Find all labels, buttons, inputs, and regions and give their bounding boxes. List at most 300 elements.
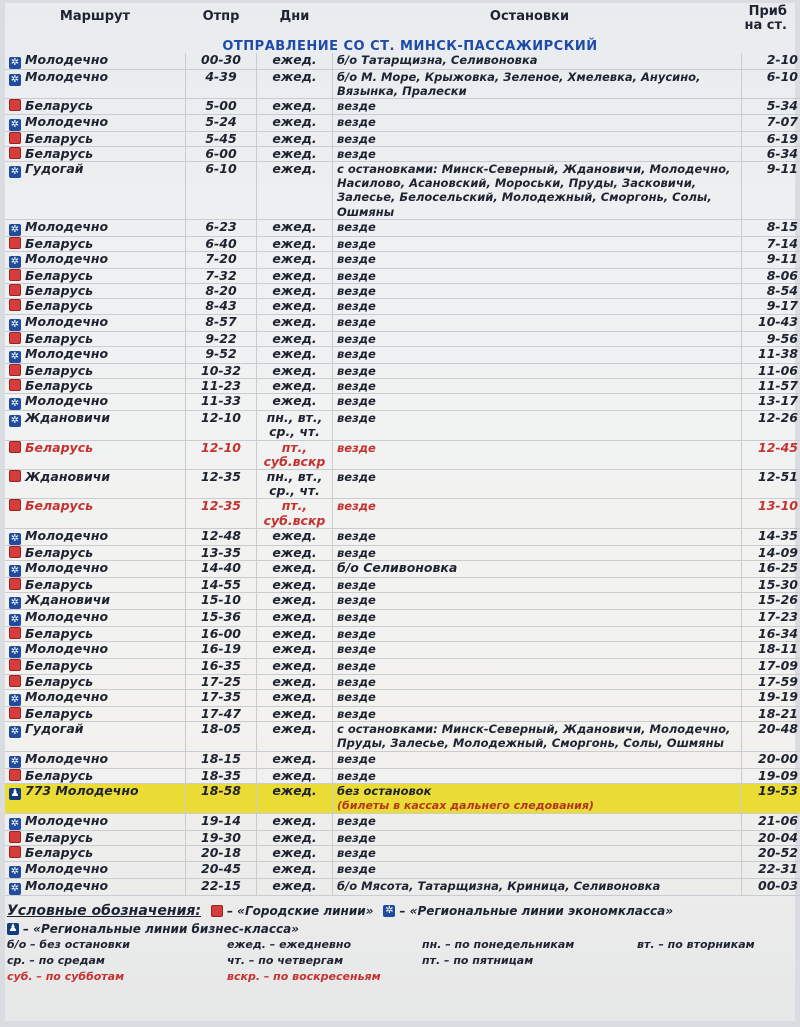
stops-text: везде <box>337 470 376 484</box>
route-name: Беларусь <box>25 269 93 284</box>
route-cell <box>5 593 186 610</box>
stops-cell <box>333 299 742 314</box>
abbreviation: ср. – по средам <box>7 954 227 970</box>
stops-text: везде <box>337 578 376 592</box>
stops-cell <box>333 440 742 469</box>
header-route: Маршрут <box>5 3 185 24</box>
city-line-icon <box>9 578 21 590</box>
regional-line-icon: ✲ <box>383 905 395 917</box>
stops-text: везде <box>337 769 376 783</box>
stops-text: везде <box>337 299 376 313</box>
route-name: Беларусь <box>25 131 93 146</box>
legend <box>5 896 795 986</box>
stops-cell <box>333 528 742 545</box>
regional-line-icon: ✲ <box>9 166 21 178</box>
city-line-icon <box>9 364 21 376</box>
days-cell: ежед. <box>257 53 333 70</box>
route-cell <box>5 299 186 314</box>
route-cell <box>5 314 186 331</box>
stops-text: везде <box>337 752 376 766</box>
arrival-time: 7-14 <box>742 236 800 251</box>
table-row <box>5 814 800 831</box>
stops-cell <box>333 146 742 161</box>
days-cell: ежед. <box>257 846 333 861</box>
departure-time: 19-30 <box>186 831 257 846</box>
stops-text: везде <box>337 347 376 361</box>
city-line-icon <box>9 769 21 781</box>
days-cell: ежед. <box>257 70 333 99</box>
table-row <box>5 659 800 674</box>
arrival-time: 20-00 <box>742 751 800 768</box>
departure-time: 5-45 <box>186 131 257 146</box>
table-row <box>5 314 800 331</box>
route-name: Молодечно <box>25 751 108 766</box>
days-cell: ежед. <box>257 689 333 706</box>
stops-text: везде <box>337 862 376 876</box>
route-name: Ждановичи <box>25 593 110 608</box>
stops-cell <box>333 219 742 236</box>
arrival-time: 13-10 <box>742 499 800 528</box>
route-name: Молодечно <box>25 346 108 361</box>
abbreviation <box>422 970 637 986</box>
regional-line-icon: ✲ <box>9 57 21 69</box>
city-line-icon <box>211 905 223 917</box>
stops-text: везде <box>337 147 376 161</box>
table-row <box>5 236 800 251</box>
header-stops: Остановки <box>332 3 727 24</box>
route-name: Беларусь <box>25 499 93 514</box>
departure-time: 00-30 <box>186 53 257 70</box>
header-departure: Отпр <box>185 3 257 24</box>
arrival-time: 17-59 <box>742 674 800 689</box>
route-name: Беларусь <box>25 768 93 783</box>
route-cell <box>5 346 186 363</box>
route-name: Молодечно <box>25 689 108 704</box>
stops-cell <box>333 689 742 706</box>
departure-time: 15-36 <box>186 610 257 627</box>
timetable <box>5 53 800 896</box>
departure-time: 17-35 <box>186 689 257 706</box>
departure-time: 6-23 <box>186 219 257 236</box>
departure-time: 22-15 <box>186 878 257 895</box>
route-cell <box>5 379 186 394</box>
days-cell: ежед. <box>257 162 333 220</box>
stops-text: везде <box>337 379 376 393</box>
regional-line-icon: ✲ <box>9 756 21 768</box>
table-row <box>5 379 800 394</box>
city-line-icon <box>9 675 21 687</box>
route-name: Беларусь <box>25 706 93 721</box>
table-row <box>5 146 800 161</box>
regional-line-icon: ✲ <box>9 415 21 427</box>
route-cell <box>5 269 186 284</box>
table-row <box>5 627 800 642</box>
stops-text: везде <box>337 115 376 129</box>
regional-line-icon: ✲ <box>9 533 21 545</box>
stops-text: везде <box>337 610 376 624</box>
stops-cell <box>333 379 742 394</box>
table-row <box>5 768 800 783</box>
route-cell <box>5 219 186 236</box>
route-cell <box>5 162 186 220</box>
regional-line-icon: ✲ <box>9 256 21 268</box>
days-cell: ежед. <box>257 236 333 251</box>
arrival-time: 21-06 <box>742 814 800 831</box>
departure-time: 13-35 <box>186 545 257 560</box>
arrival-time: 16-25 <box>742 561 800 578</box>
route-cell <box>5 783 186 813</box>
arrival-time: 9-11 <box>742 252 800 269</box>
route-name: Гудогай <box>25 162 84 177</box>
legend-title: Условные обозначения: <box>7 903 201 919</box>
city-line-icon <box>9 237 21 249</box>
table-row <box>5 284 800 299</box>
regional-line-icon: ✲ <box>9 74 21 86</box>
days-cell: ежед. <box>257 578 333 593</box>
arrival-time: 19-09 <box>742 768 800 783</box>
arrival-time: 9-11 <box>742 162 800 220</box>
departure-time: 12-35 <box>186 470 257 499</box>
stops-text: б/о Татарщизна, Селивоновка <box>337 53 538 67</box>
city-line-icon <box>9 132 21 144</box>
abbreviation: вскр. – по воскресеньям <box>227 970 422 986</box>
departure-time: 9-22 <box>186 331 257 346</box>
stops-text: с остановками: Минск-Северный, Ждановичи, Молодечно, Насилово, Асановский, Мороськи, Пруды, Засковичи, Залесье, Белосельский, Молодежный, Сморгонь, Солы, Ошмяны <box>337 162 730 219</box>
route-name: Гудогай <box>25 722 84 737</box>
route-name: Беларусь <box>25 379 93 394</box>
stops-text: без остановок <box>337 784 432 798</box>
arrival-time: 8-15 <box>742 219 800 236</box>
arrival-time: 6-34 <box>742 146 800 161</box>
stops-text: везде <box>337 642 376 656</box>
days-cell: ежед. <box>257 269 333 284</box>
departure-time: 6-10 <box>186 162 257 220</box>
business-line-icon: ♟ <box>7 923 19 935</box>
arrival-time: 20-04 <box>742 831 800 846</box>
departure-time: 19-14 <box>186 814 257 831</box>
departure-time: 16-19 <box>186 642 257 659</box>
arrival-time: 13-17 <box>742 394 800 411</box>
stops-cell <box>333 751 742 768</box>
stops-cell <box>333 470 742 499</box>
arrival-time: 12-45 <box>742 440 800 469</box>
arrival-time: 20-52 <box>742 846 800 861</box>
route-cell <box>5 610 186 627</box>
days-cell: ежед. <box>257 593 333 610</box>
table-row <box>5 299 800 314</box>
departure-time: 9-52 <box>186 346 257 363</box>
route-name: Ждановичи <box>25 411 110 426</box>
route-cell <box>5 578 186 593</box>
abbreviation: пт. – по пятницам <box>422 954 637 970</box>
days-cell: ежед. <box>257 363 333 378</box>
city-line-icon <box>9 299 21 311</box>
abbreviation: суб. – по субботам <box>7 970 227 986</box>
route-name: Беларусь <box>25 545 93 560</box>
route-cell <box>5 331 186 346</box>
abbreviation <box>637 970 787 986</box>
route-cell <box>5 706 186 721</box>
abbreviation-line <box>7 938 793 954</box>
days-cell: ежед. <box>257 783 333 813</box>
days-cell: ежед. <box>257 114 333 131</box>
departure-time: 12-10 <box>186 440 257 469</box>
arrival-time: 15-26 <box>742 593 800 610</box>
route-name: Молодечно <box>25 861 108 876</box>
table-row <box>5 689 800 706</box>
route-cell <box>5 70 186 99</box>
header-arrival: Приб на ст. <box>727 3 787 33</box>
table-row <box>5 545 800 560</box>
route-name: Ждановичи <box>25 470 110 485</box>
stops-cell <box>333 99 742 114</box>
table-row <box>5 114 800 131</box>
days-cell: ежед. <box>257 346 333 363</box>
abbreviation: чт. – по четвергам <box>227 954 422 970</box>
departure-time: 11-23 <box>186 379 257 394</box>
city-line-icon <box>9 499 21 511</box>
route-cell <box>5 440 186 469</box>
days-cell: пн., вт., ср., чт. <box>257 470 333 499</box>
days-cell: ежед. <box>257 831 333 846</box>
city-line-icon <box>9 284 21 296</box>
stops-cell <box>333 499 742 528</box>
timetable-sheet <box>5 3 795 1021</box>
route-name: Молодечно <box>25 114 108 129</box>
stops-cell <box>333 659 742 674</box>
regional-line-icon: ✲ <box>9 119 21 131</box>
arrival-time: 18-11 <box>742 642 800 659</box>
abbreviation-line <box>7 954 793 970</box>
city-line-icon <box>9 470 21 482</box>
departure-time: 15-10 <box>186 593 257 610</box>
arrival-time: 8-06 <box>742 269 800 284</box>
stops-text: б/о Селивоновка <box>337 561 457 576</box>
stops-cell <box>333 642 742 659</box>
stops-text: везде <box>337 593 376 607</box>
regional-line-icon: ✲ <box>9 224 21 236</box>
stops-text: везде <box>337 315 376 329</box>
table-row <box>5 878 800 895</box>
city-line-icon <box>9 707 21 719</box>
stops-text: везде <box>337 546 376 560</box>
arrival-time: 9-17 <box>742 299 800 314</box>
table-row <box>5 499 800 528</box>
route-cell <box>5 545 186 560</box>
stops-text: везде <box>337 364 376 378</box>
route-name: Молодечно <box>25 219 108 234</box>
arrival-time: 6-10 <box>742 70 800 99</box>
arrival-time: 7-07 <box>742 114 800 131</box>
stops-cell <box>333 363 742 378</box>
departure-time: 8-20 <box>186 284 257 299</box>
regional-line-icon: ✲ <box>9 614 21 626</box>
arrival-time: 17-09 <box>742 659 800 674</box>
table-row <box>5 610 800 627</box>
table-row <box>5 440 800 469</box>
route-cell <box>5 878 186 895</box>
stops-cell <box>333 610 742 627</box>
route-cell <box>5 689 186 706</box>
table-header <box>5 3 795 39</box>
table-row <box>5 470 800 499</box>
route-cell <box>5 861 186 878</box>
arrival-time: 11-06 <box>742 363 800 378</box>
arrival-time: 18-21 <box>742 706 800 721</box>
route-name: Беларусь <box>25 659 93 674</box>
arrival-time: 12-51 <box>742 470 800 499</box>
days-cell: ежед. <box>257 861 333 878</box>
departure-time: 11-33 <box>186 394 257 411</box>
regional-line-icon: ✲ <box>9 646 21 658</box>
days-cell: ежед. <box>257 878 333 895</box>
route-cell <box>5 528 186 545</box>
abbreviation: б/о – без остановки <box>7 938 227 954</box>
arrival-time: 16-34 <box>742 627 800 642</box>
departure-time: 8-57 <box>186 314 257 331</box>
departure-time: 12-48 <box>186 528 257 545</box>
route-cell <box>5 236 186 251</box>
route-name: 773 Молодечно <box>25 783 139 798</box>
stops-cell <box>333 346 742 363</box>
legend-regional: – «Региональные линии экономкласса» <box>399 904 673 918</box>
route-name: Молодечно <box>25 878 108 893</box>
route-name: Беларусь <box>25 627 93 642</box>
route-cell <box>5 146 186 161</box>
route-cell <box>5 627 186 642</box>
table-row <box>5 642 800 659</box>
route-name: Молодечно <box>25 53 108 67</box>
regional-line-icon: ✲ <box>9 726 21 738</box>
regional-line-icon: ✲ <box>9 351 21 363</box>
route-name: Беларусь <box>25 99 93 114</box>
days-cell: ежед. <box>257 722 333 751</box>
stops-cell <box>333 411 742 440</box>
abbreviation-line <box>7 970 793 986</box>
days-cell: ежед. <box>257 814 333 831</box>
table-row <box>5 131 800 146</box>
route-cell <box>5 131 186 146</box>
days-cell: ежед. <box>257 561 333 578</box>
stops-text: везде <box>337 252 376 266</box>
stops-text: везде <box>337 846 376 860</box>
city-line-icon <box>9 332 21 344</box>
days-cell: ежед. <box>257 545 333 560</box>
departure-time: 5-24 <box>186 114 257 131</box>
header-days: Дни <box>257 3 332 24</box>
stops-cell <box>333 846 742 861</box>
table-row <box>5 331 800 346</box>
arrival-time: 14-09 <box>742 545 800 560</box>
stops-cell <box>333 331 742 346</box>
stops-cell <box>333 236 742 251</box>
stops-text: везде <box>337 99 376 113</box>
departure-time: 20-18 <box>186 846 257 861</box>
days-cell: пн., вт., ср., чт. <box>257 411 333 440</box>
abbreviation: ежед. – ежедневно <box>227 938 422 954</box>
table-row <box>5 861 800 878</box>
station-title: ОТПРАВЛЕНИЕ СО СТ. МИНСК-ПАССАЖИРСКИЙ <box>175 39 645 53</box>
route-name: Молодечно <box>25 610 108 625</box>
route-cell <box>5 768 186 783</box>
stops-cell <box>333 284 742 299</box>
stops-text: везде <box>337 237 376 251</box>
abbreviation: пн. – по понедельникам <box>422 938 637 954</box>
stops-cell <box>333 768 742 783</box>
route-name: Молодечно <box>25 70 108 85</box>
route-name: Беларусь <box>25 831 93 846</box>
city-line-icon <box>9 831 21 843</box>
route-name: Беларусь <box>25 674 93 689</box>
stops-text: везде <box>337 529 376 543</box>
route-cell <box>5 814 186 831</box>
table-row <box>5 53 800 70</box>
arrival-time: 20-48 <box>742 722 800 751</box>
stops-text: б/о Мясота, Татарщизна, Криница, Селивоновка <box>337 879 660 893</box>
days-cell: ежед. <box>257 99 333 114</box>
stops-cell <box>333 114 742 131</box>
departure-time: 5-00 <box>186 99 257 114</box>
days-cell: ежед. <box>257 528 333 545</box>
stops-text: везде <box>337 332 376 346</box>
route-name: Беларусь <box>25 236 93 251</box>
route-cell <box>5 411 186 440</box>
stops-text: везде <box>337 814 376 828</box>
route-cell <box>5 99 186 114</box>
departure-time: 18-58 <box>186 783 257 813</box>
stops-cell <box>333 131 742 146</box>
table-row <box>5 722 800 751</box>
table-row <box>5 846 800 861</box>
days-cell: ежед. <box>257 768 333 783</box>
days-cell: ежед. <box>257 146 333 161</box>
days-cell: ежед. <box>257 299 333 314</box>
arrival-time: 8-54 <box>742 284 800 299</box>
stops-text: б/о М. Море, Крыжовка, Зеленое, Хмелевка, Анусино, Вязынка, Пралески <box>337 70 700 98</box>
route-name: Беларусь <box>25 578 93 593</box>
city-line-icon <box>9 441 21 453</box>
abbreviations <box>7 938 793 986</box>
route-cell <box>5 831 186 846</box>
stops-text: везде <box>337 499 376 513</box>
days-cell: ежед. <box>257 674 333 689</box>
stops-cell <box>333 162 742 220</box>
departure-time: 7-20 <box>186 252 257 269</box>
regional-line-icon: ✲ <box>9 565 21 577</box>
days-cell: ежед. <box>257 642 333 659</box>
arrival-time: 9-56 <box>742 331 800 346</box>
stops-text: везде <box>337 132 376 146</box>
stops-cell <box>333 70 742 99</box>
arrival-time: 17-23 <box>742 610 800 627</box>
departure-time: 8-43 <box>186 299 257 314</box>
route-cell <box>5 499 186 528</box>
regional-line-icon: ✲ <box>9 398 21 410</box>
arrival-time: 11-38 <box>742 346 800 363</box>
departure-time: 16-00 <box>186 627 257 642</box>
table-row <box>5 346 800 363</box>
arrival-time: 00-03 <box>742 878 800 895</box>
stops-cell <box>333 627 742 642</box>
stops-cell <box>333 545 742 560</box>
route-name: Молодечно <box>25 314 108 329</box>
regional-line-icon: ✲ <box>9 818 21 830</box>
stops-cell <box>333 674 742 689</box>
legend-business: – «Региональные линии бизнес-класса» <box>23 922 299 936</box>
route-cell <box>5 642 186 659</box>
route-name: Беларусь <box>25 440 93 455</box>
stops-cell <box>333 878 742 895</box>
